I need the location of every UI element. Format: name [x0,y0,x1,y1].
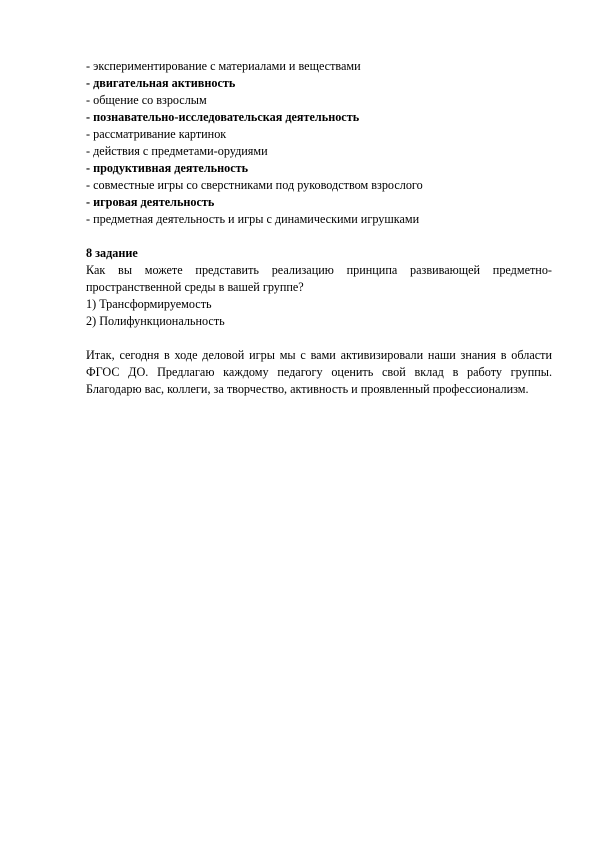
spacer [86,330,552,347]
activity-item: - предметная деятельность и игры с динамическими игрушками [86,212,420,226]
task-8-question: Как вы можете представить реализацию принципа развивающей предметно-пространственной среды в вашей группе? [86,263,552,294]
activity-item: - двигательная активность [86,76,236,90]
activity-list [86,58,552,228]
activity-item: - совместные игры со сверстниками под руководством взрослого [86,178,423,192]
spacer [86,228,552,245]
activity-item: - экспериментирование с материалами и веществами [86,59,361,73]
activity-item: - познавательно-исследовательская деятельность [86,110,360,124]
activity-item: - действия с предметами-орудиями [86,144,268,158]
task-8-answer: 1) Трансформируемость [86,297,212,311]
activity-item: - игровая деятельность [86,195,215,209]
activity-item: - рассматривание картинок [86,127,227,141]
activity-item: - продуктивная деятельность [86,161,249,175]
task-8-title: 8 задание [86,246,138,260]
document-page [86,58,552,398]
activity-item: - общение со взрослым [86,93,207,107]
conclusion-paragraph: Итак, сегодня в ходе деловой игры мы с вами активизировали наши знания в области ФГОС ДО. Предлагаю каждому педагогу оценить свой вклад в работу группы. Благодарю вас, коллеги, за творчество, активность и проявленный профессионализм. [86,348,552,396]
task-8-answer: 2) Полифункциональность [86,314,225,328]
